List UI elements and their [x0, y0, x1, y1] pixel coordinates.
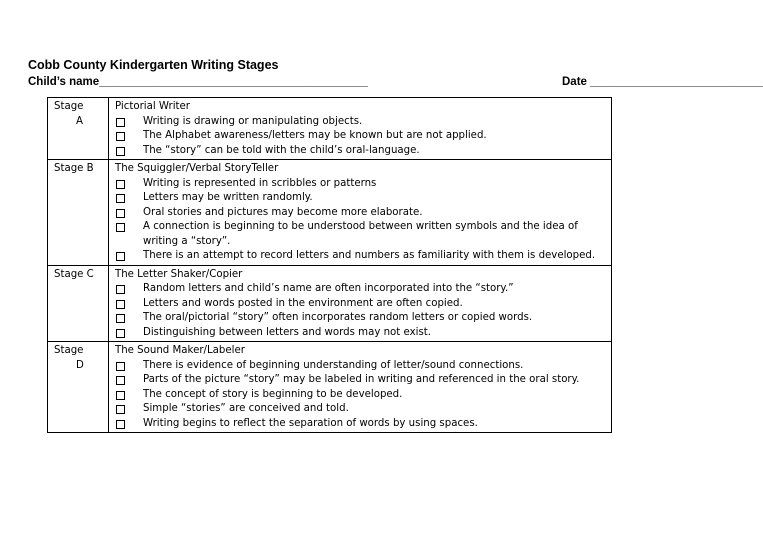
criterion-item [115, 326, 607, 341]
criterion-text: A connection is beginning to be understood between written symbols and the idea of writing a “story”. [143, 221, 578, 247]
checkbox-icon [116, 420, 125, 429]
criterion-text: Distinguishing between letters and words may not exist. [143, 326, 431, 338]
criterion-text: The oral/pictorial “story” often incorporates random letters or copied words. [143, 312, 533, 323]
criterion-item [115, 359, 607, 374]
criterion-item [115, 388, 607, 403]
criterion-item [115, 249, 607, 264]
stage-row [48, 160, 612, 266]
checkbox-icon [116, 376, 125, 385]
criterion-item [115, 191, 607, 206]
stage-description-cell [109, 160, 612, 266]
checkbox-icon [116, 194, 125, 203]
criterion-item [115, 115, 607, 130]
checkbox-icon [116, 180, 125, 189]
checkbox-icon [116, 329, 125, 338]
page-title: Cobb County Kindergarten Writing Stages [28, 58, 279, 72]
stage-row [48, 342, 612, 433]
stage-criteria-list [115, 115, 607, 159]
stage-title: The Sound Maker/Labeler [115, 345, 245, 356]
criterion-item [115, 177, 607, 192]
stage-row [48, 98, 612, 160]
criterion-text: Writing begins to reflect the separation of words by using spaces. [143, 417, 478, 429]
stage-letter: D [76, 359, 84, 371]
criterion-text: Letters and words posted in the environment are often copied. [143, 297, 463, 309]
stage-criteria-list [115, 282, 607, 340]
stage-label-cell [48, 98, 109, 160]
criterion-item [115, 144, 607, 159]
checkbox-icon [116, 391, 125, 400]
stage-title: The Squiggler/Verbal StoryTeller [115, 163, 279, 174]
criterion-text: There is evidence of beginning understanding of letter/sound connections. [143, 359, 524, 371]
criterion-text: Parts of the picture “story” may be labeled in writing and referenced in the oral story. [143, 374, 580, 385]
stage-title: The Letter Shaker/Copier [115, 268, 243, 280]
criterion-item [115, 220, 607, 249]
stage-label-cell [48, 265, 109, 342]
checkbox-icon [116, 362, 125, 371]
criterion-item [115, 402, 607, 417]
criterion-text: Oral stories and pictures may become more elaborate. [143, 206, 423, 218]
stage-name: Stage B [54, 163, 94, 174]
checkbox-icon [116, 300, 125, 309]
criterion-item [115, 282, 607, 297]
stage-criteria-list [115, 359, 607, 432]
checkbox-icon [116, 132, 125, 141]
checkbox-icon [116, 118, 125, 127]
header-fields-row [28, 76, 763, 88]
criterion-text: The “story” can be told with the child’s oral-language. [143, 144, 420, 156]
checkbox-icon [116, 223, 125, 232]
child-name-field: Child’s name__________________________________________ [28, 76, 368, 88]
checkbox-icon [116, 147, 125, 156]
criterion-item [115, 297, 607, 312]
criterion-text: The concept of story is beginning to be developed. [143, 388, 403, 400]
criterion-item [115, 206, 607, 221]
criterion-text: There is an attempt to record letters and numbers as familiarity with them is developed. [143, 250, 596, 261]
checkbox-icon [116, 285, 125, 294]
criterion-item [115, 129, 607, 144]
stage-row [48, 265, 612, 342]
checkbox-icon [116, 314, 125, 323]
stage-label-cell [48, 342, 109, 433]
checkbox-icon [116, 252, 125, 261]
criterion-text: Letters may be written randomly. [143, 192, 313, 203]
criterion-item [115, 373, 607, 388]
date-field: Date ___________________________ [562, 76, 763, 88]
stage-criteria-list [115, 177, 607, 264]
checkbox-icon [116, 405, 125, 414]
stage-description-cell [109, 265, 612, 342]
criterion-item [115, 417, 607, 432]
stage-description-cell [109, 342, 612, 433]
stage-description-cell [109, 98, 612, 160]
stage-name: Stage [54, 345, 84, 356]
stage-name: Stage [54, 101, 84, 112]
stage-title: Pictorial Writer [115, 101, 190, 112]
criterion-text: The Alphabet awareness/letters may be known but are not applied. [143, 130, 487, 141]
criterion-text: Simple “stories” are conceived and told. [143, 403, 349, 414]
criterion-item [115, 311, 607, 326]
stage-letter: A [76, 115, 83, 127]
writing-stages-table [47, 97, 612, 433]
criterion-text: Random letters and child’s name are often incorporated into the “story.” [143, 283, 514, 294]
criterion-text: Writing is drawing or manipulating objects. [143, 115, 363, 127]
stage-name: Stage C [54, 268, 94, 280]
stage-label-cell [48, 160, 109, 266]
criterion-text: Writing is represented in scribbles or patterns [143, 177, 377, 189]
checkbox-icon [116, 209, 125, 218]
